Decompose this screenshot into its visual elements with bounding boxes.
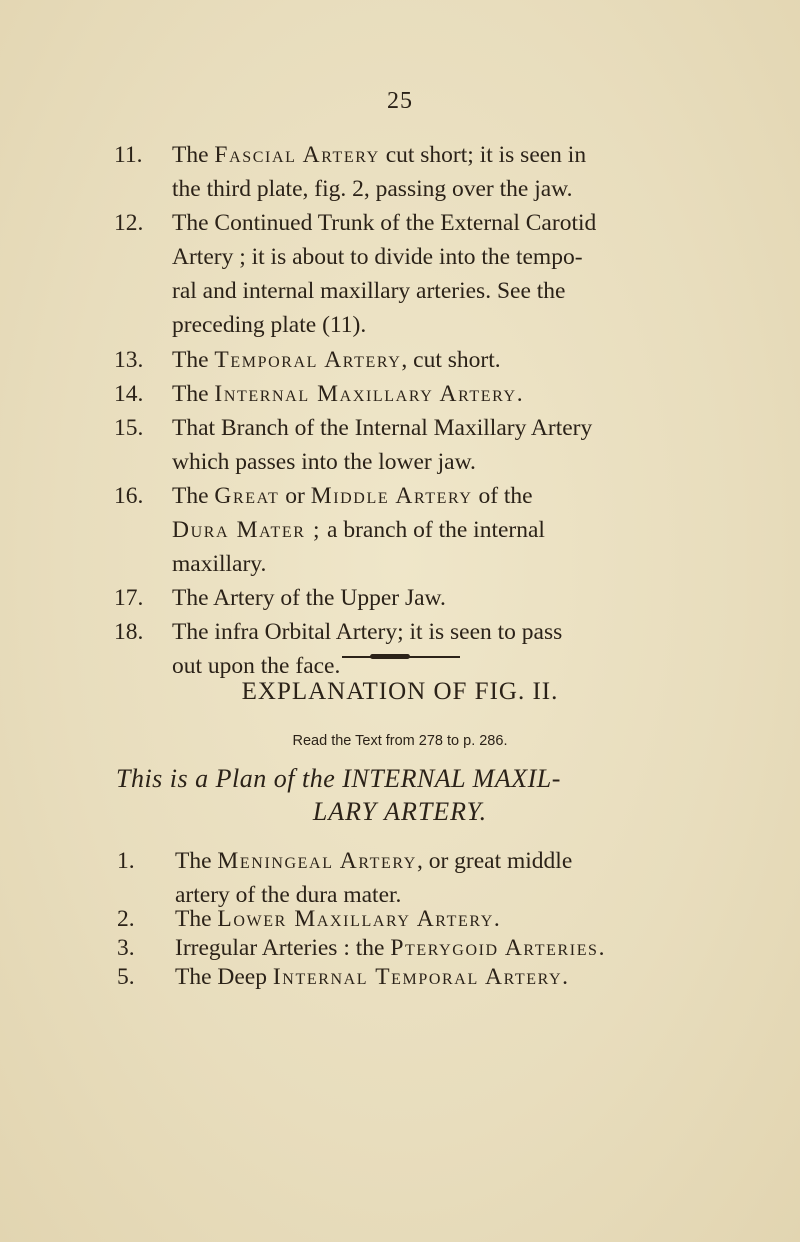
item-number: 18. [114, 619, 144, 646]
item-number: 16. [114, 483, 144, 509]
item-line: The Artery of the Upper Jaw. [172, 585, 446, 612]
item-number: 3. [117, 935, 135, 961]
item-number: 5. [117, 964, 135, 990]
item-text [172, 411, 636, 479]
list-item [116, 138, 636, 206]
item-line: the third plate, fig. 2, passing over the jaw. [172, 176, 573, 202]
small-caps-term: Temporal Artery [214, 346, 402, 373]
item-text [172, 138, 636, 206]
list-item [116, 343, 636, 377]
list-item [119, 960, 639, 994]
page-number: 25 [387, 88, 413, 114]
item-text [175, 960, 639, 994]
item-text [172, 377, 636, 411]
item-line: preceding plate (11). [172, 312, 367, 339]
item-line: Dura Mater ; a branch of the internal [172, 517, 545, 543]
item-text [172, 581, 636, 615]
list-item [116, 581, 636, 615]
item-number: 12. [114, 210, 144, 237]
item-line: Irregular Arteries : the Pterygoid Arteries. [175, 935, 605, 961]
read-note: Read the Text from 278 to p. 286. [292, 733, 508, 749]
item-text [172, 343, 636, 377]
item-line: The Meningeal Artery, or great middle [175, 848, 573, 874]
item-line: The Temporal Artery, cut short. [172, 346, 501, 373]
item-text [172, 206, 636, 342]
list-item [116, 615, 636, 683]
item-line: Artery ; it is about to divide into the tempo- [172, 244, 583, 271]
item-number: 14. [114, 380, 144, 407]
item-line: out upon the face. [172, 653, 341, 680]
item-number: 17. [114, 585, 144, 612]
explanation-heading: EXPLANATION OF FIG. II. [241, 678, 559, 705]
small-caps-term: Lower Maxillary Artery [217, 906, 494, 932]
item-number: 11. [114, 142, 143, 168]
small-caps-term: Fascial Artery [214, 142, 380, 168]
item-text [172, 615, 636, 683]
item-number: 2. [117, 906, 135, 932]
small-caps-term: Middle Artery [310, 483, 473, 509]
list-item [116, 479, 636, 581]
item-line: The Deep Internal Temporal Artery. [175, 964, 569, 990]
item-line: The Fascial Artery cut short; it is seen in [172, 142, 587, 168]
item-line: ral and internal maxillary arteries. See the [172, 278, 566, 305]
item-line: which passes into the lower jaw. [172, 448, 476, 475]
small-caps-term: Great [214, 483, 280, 509]
ornamental-rule [342, 656, 460, 658]
list-item [116, 377, 636, 411]
item-line: The Great or Middle Artery of the [172, 483, 533, 509]
list-item [116, 411, 636, 479]
item-line: maxillary. [172, 551, 267, 577]
plan-title-line-1: This is a Plan of the INTERNAL MAXIL- [116, 764, 561, 793]
item-line: The Lower Maxillary Artery. [175, 906, 500, 932]
list-item [116, 206, 636, 342]
plan-title-line-2: LARY ARTERY. [312, 797, 488, 826]
item-line: artery of the dura mater. [175, 882, 402, 908]
item-number: 1. [117, 848, 135, 874]
item-line: The Internal Maxillary Artery. [172, 380, 523, 407]
item-line: The Continued Trunk of the External Carotid [172, 210, 597, 237]
item-line: That Branch of the Internal Maxillary Artery [172, 414, 593, 441]
item-number: 15. [114, 414, 144, 441]
small-caps-term: Internal Maxillary Artery [214, 380, 517, 407]
small-caps-term: Meningeal Artery [217, 848, 417, 874]
small-caps-term: Dura Mater ; [172, 517, 322, 543]
small-caps-term: Pterygoid Arteries [390, 935, 599, 961]
small-caps-term: Internal Temporal Artery [272, 964, 563, 990]
item-number: 13. [114, 346, 144, 373]
item-text [172, 479, 636, 581]
item-line: The infra Orbital Artery; it is seen to pass [172, 619, 563, 646]
